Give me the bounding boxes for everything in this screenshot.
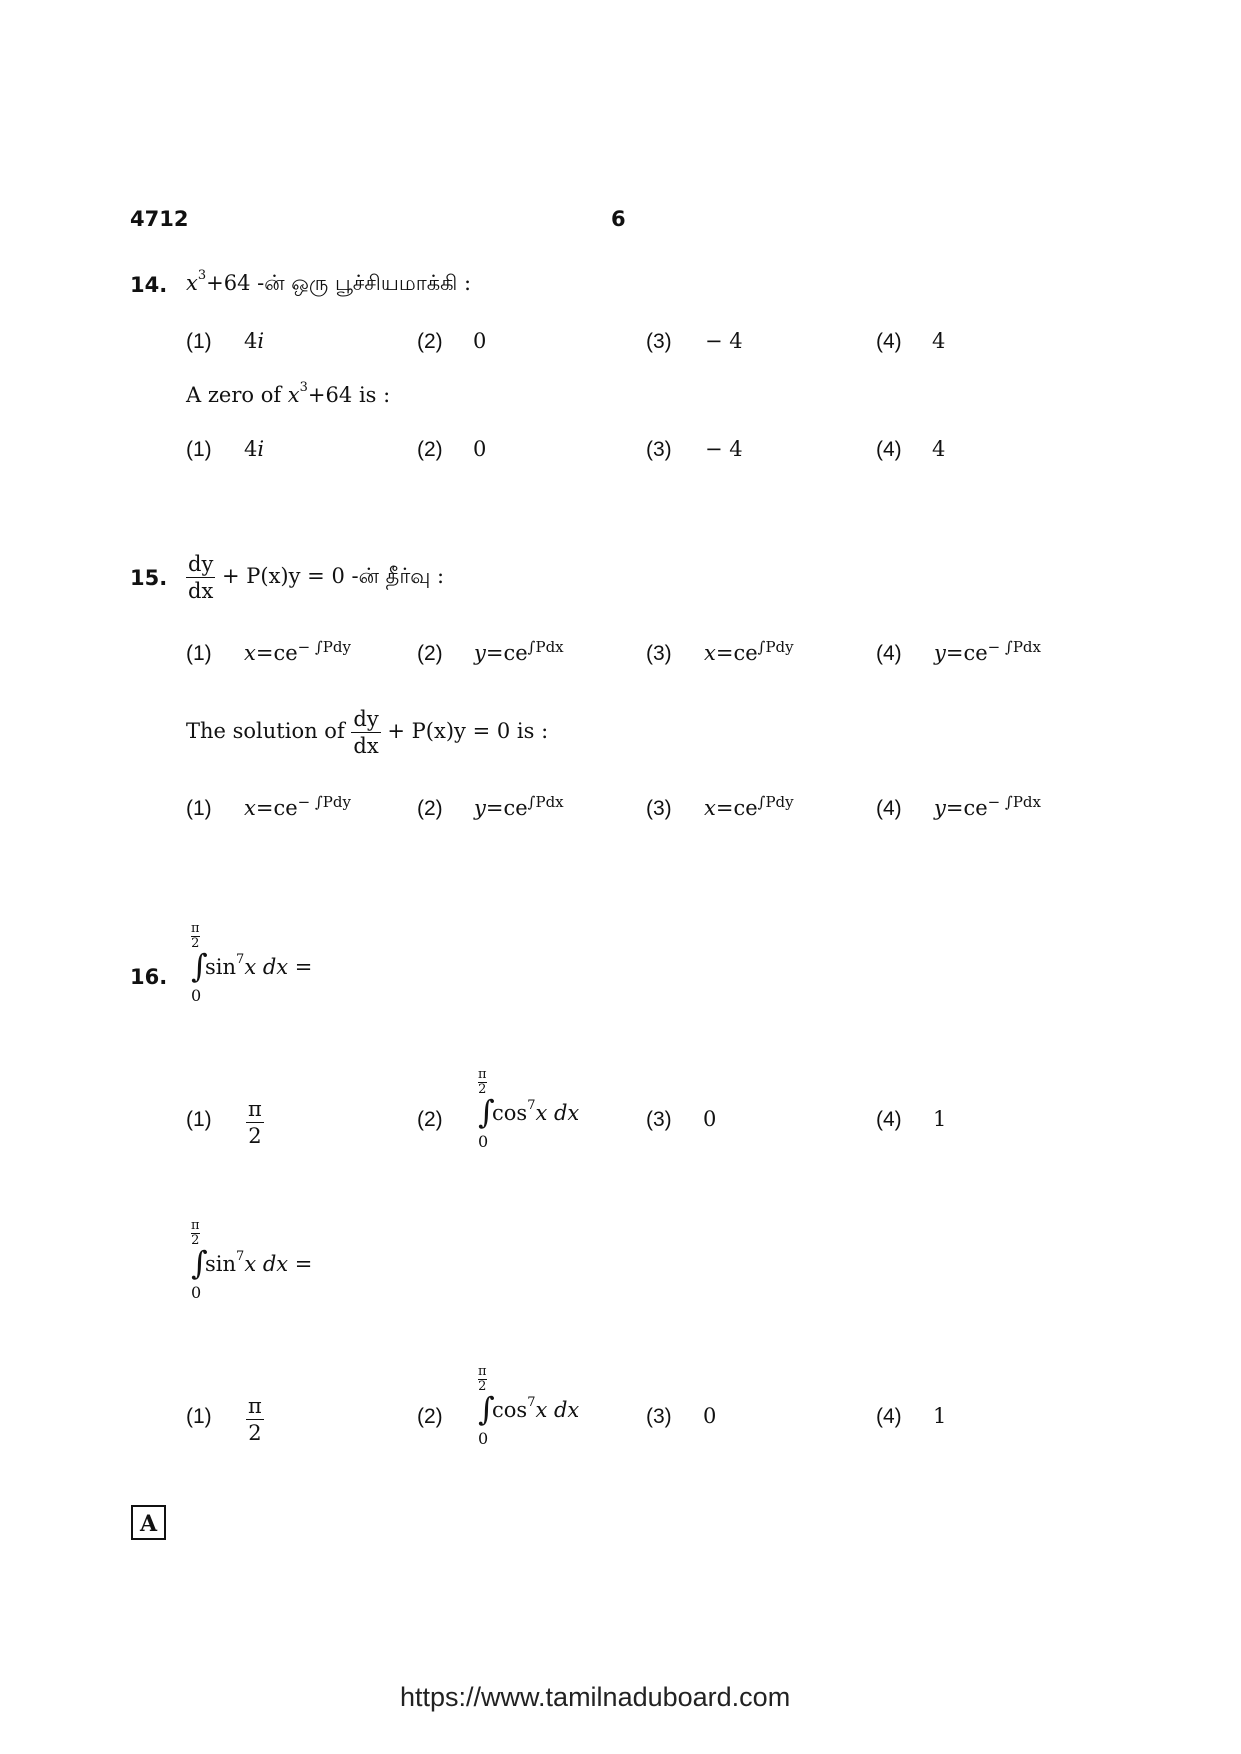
- option-value: $y=ce^{\int Pdx}$: [474, 793, 564, 820]
- option-value: − 4: [705, 437, 743, 461]
- question-14-english: A zero of $x^3+64$ is :: [186, 380, 391, 407]
- option-label: (2): [417, 330, 443, 353]
- paper-code: 4712: [130, 207, 189, 231]
- series-mark-box: A: [131, 1505, 166, 1540]
- option-value: $y=ce^{\int Pdx}$: [474, 638, 564, 665]
- question-15-tamil: $\frac{dy}{dx}$ + P(x)y = 0 -ன் தீர்வு :: [188, 552, 445, 603]
- question-14-tamil: $x^3+64$ -ன் ஒரு பூச்சியமாக்கி :: [186, 268, 472, 295]
- option-value: 0: [473, 329, 487, 353]
- option-value: $y=ce^{- \int Pdx}$: [934, 638, 1041, 665]
- option-value: $x=ce^{\int Pdy}$: [704, 638, 794, 665]
- option-value: 4: [932, 437, 946, 461]
- option-label: (1): [186, 1108, 212, 1131]
- option-value: 1: [933, 1107, 947, 1131]
- option-label: (4): [876, 330, 902, 353]
- option-label: (1): [186, 797, 212, 820]
- option-value: 4: [932, 329, 946, 353]
- option-label: (1): [186, 330, 212, 353]
- question-number: 15.: [130, 566, 168, 590]
- option-label: (1): [186, 642, 212, 665]
- option-value: 4i: [244, 329, 265, 353]
- option-label: (2): [417, 1108, 443, 1131]
- option-label: (3): [646, 330, 672, 353]
- option-label: (3): [646, 642, 672, 665]
- option-value: − 4: [705, 329, 743, 353]
- option-label: (4): [876, 1405, 902, 1428]
- option-label: (2): [417, 642, 443, 665]
- option-value: 0: [703, 1404, 717, 1428]
- option-value: $x=ce^{\int Pdy}$: [704, 793, 794, 820]
- option-label: (4): [876, 797, 902, 820]
- option-value: 0: [473, 437, 487, 461]
- option-value: $x=ce^{- \int Pdy}$: [244, 638, 351, 665]
- page-number: 6: [611, 207, 626, 231]
- option-label: (3): [646, 1108, 672, 1131]
- option-label: (3): [646, 797, 672, 820]
- option-value: 4i: [244, 437, 265, 461]
- option-label: (4): [876, 1108, 902, 1131]
- option-value: $\frac{\pi}{2}$: [248, 1394, 262, 1445]
- footer-url[interactable]: https://www.tamilnaduboard.com: [400, 1682, 791, 1712]
- option-label: (3): [646, 438, 672, 461]
- option-label: (1): [186, 438, 212, 461]
- option-label: (4): [876, 642, 902, 665]
- option-value: $\frac{\pi}{2}$: [248, 1097, 262, 1148]
- option-value: 1: [933, 1404, 947, 1428]
- option-label: (2): [417, 797, 443, 820]
- option-value: $y=ce^{- \int Pdx}$: [934, 793, 1041, 820]
- option-value: 0: [703, 1107, 717, 1131]
- option-label: (4): [876, 438, 902, 461]
- option-label: (3): [646, 1405, 672, 1428]
- question-15-english: The solution of $\frac{dy}{dx}$ + P(x)y = 0 is :: [186, 707, 549, 758]
- question-number: 16.: [130, 965, 168, 989]
- option-label: (2): [417, 1405, 443, 1428]
- option-value: $x=ce^{- \int Pdy}$: [244, 793, 351, 820]
- option-label: (2): [417, 438, 443, 461]
- question-number: 14.: [130, 273, 168, 297]
- option-label: (1): [186, 1405, 212, 1428]
